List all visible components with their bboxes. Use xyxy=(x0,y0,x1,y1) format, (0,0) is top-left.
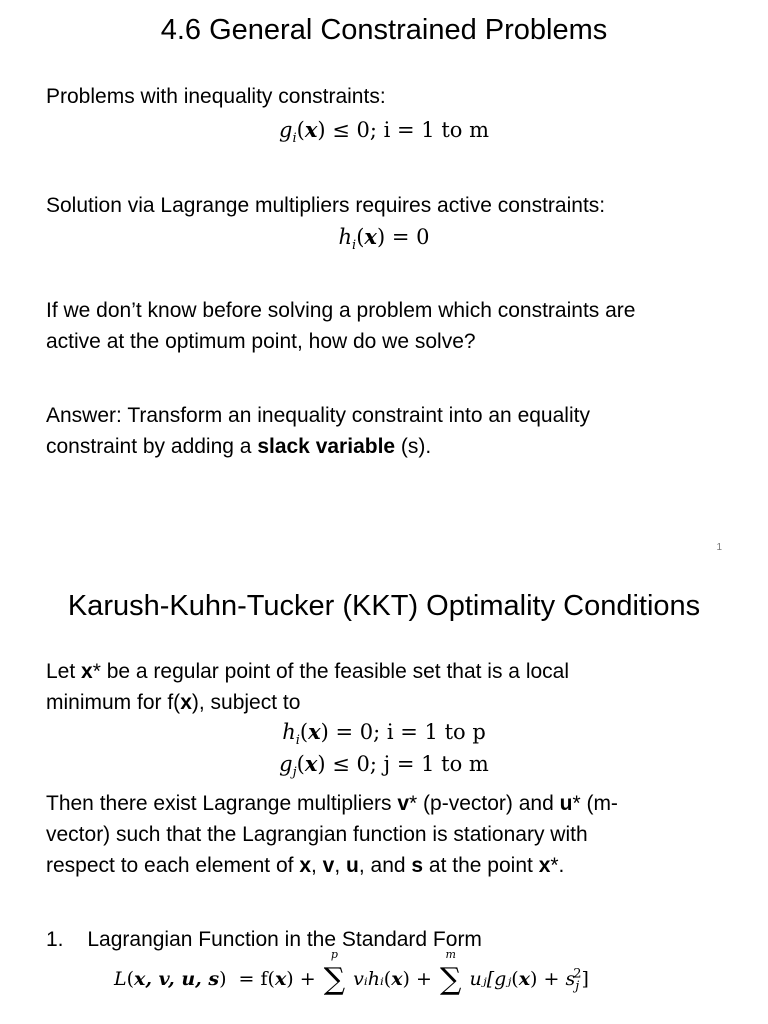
list-item-label: Lagrangian Function in the Standard Form xyxy=(87,928,482,951)
page-number: 1 xyxy=(716,542,722,553)
summation-sign: ∑ m xyxy=(439,948,462,997)
let-line-2: minimum for f(x), subject to xyxy=(46,691,301,714)
slide-title: 4.6 General Constrained Problems xyxy=(160,14,608,46)
intro-text: Problems with inequality constraints: xyxy=(46,85,386,108)
inequality-constraint-formula: $g_i(x) \le 0$; i = 1 to m xyxy=(279,117,489,147)
then-line-1: Then there exist Lagrange multipliers v* (p-vector) and u* (m- xyxy=(46,792,618,815)
lagrangian-formula: L(x, v, u, s) = f(x) + ∑ p vᵢhᵢ(x) + ∑ m uⱼ[gⱼ(x) + $s_j^2$] xyxy=(114,948,589,997)
then-line-3: respect to each element of x, v, u, and s at the point x*. xyxy=(46,854,565,877)
question-line-1: If we don’t know before solving a problem which constraints are xyxy=(46,299,636,322)
answer-line-1: Answer: Transform an inequality constraint into an equality xyxy=(46,404,590,427)
list-item-number: 1. xyxy=(46,928,64,951)
answer-line-2: constraint by adding a slack variable (s). xyxy=(46,435,432,458)
summation-sign: ∑ p xyxy=(323,948,346,997)
slack-variable-term: slack variable xyxy=(257,435,396,458)
inequality-constraints-formula: $g_j(x) \le 0$; j = 1 to m xyxy=(279,751,489,781)
kkt-title: Karush-Kuhn-Tucker (KKT) Optimality Conditions xyxy=(67,590,701,622)
equality-constraint-formula: $h_i(x) = 0$ xyxy=(338,224,430,254)
solution-text: Solution via Lagrange multipliers requires active constraints: xyxy=(46,194,606,217)
question-line-2: active at the optimum point, how do we solve? xyxy=(46,330,476,353)
let-line-1: Let x* be a regular point of the feasible set that is a local xyxy=(46,660,570,683)
equality-constraints-formula: $h_i(x) = 0$; i = 1 to p xyxy=(282,719,486,749)
then-line-2: vector) such that the Lagrangian function is stationary with xyxy=(46,823,588,846)
list-item-1 xyxy=(46,924,482,955)
